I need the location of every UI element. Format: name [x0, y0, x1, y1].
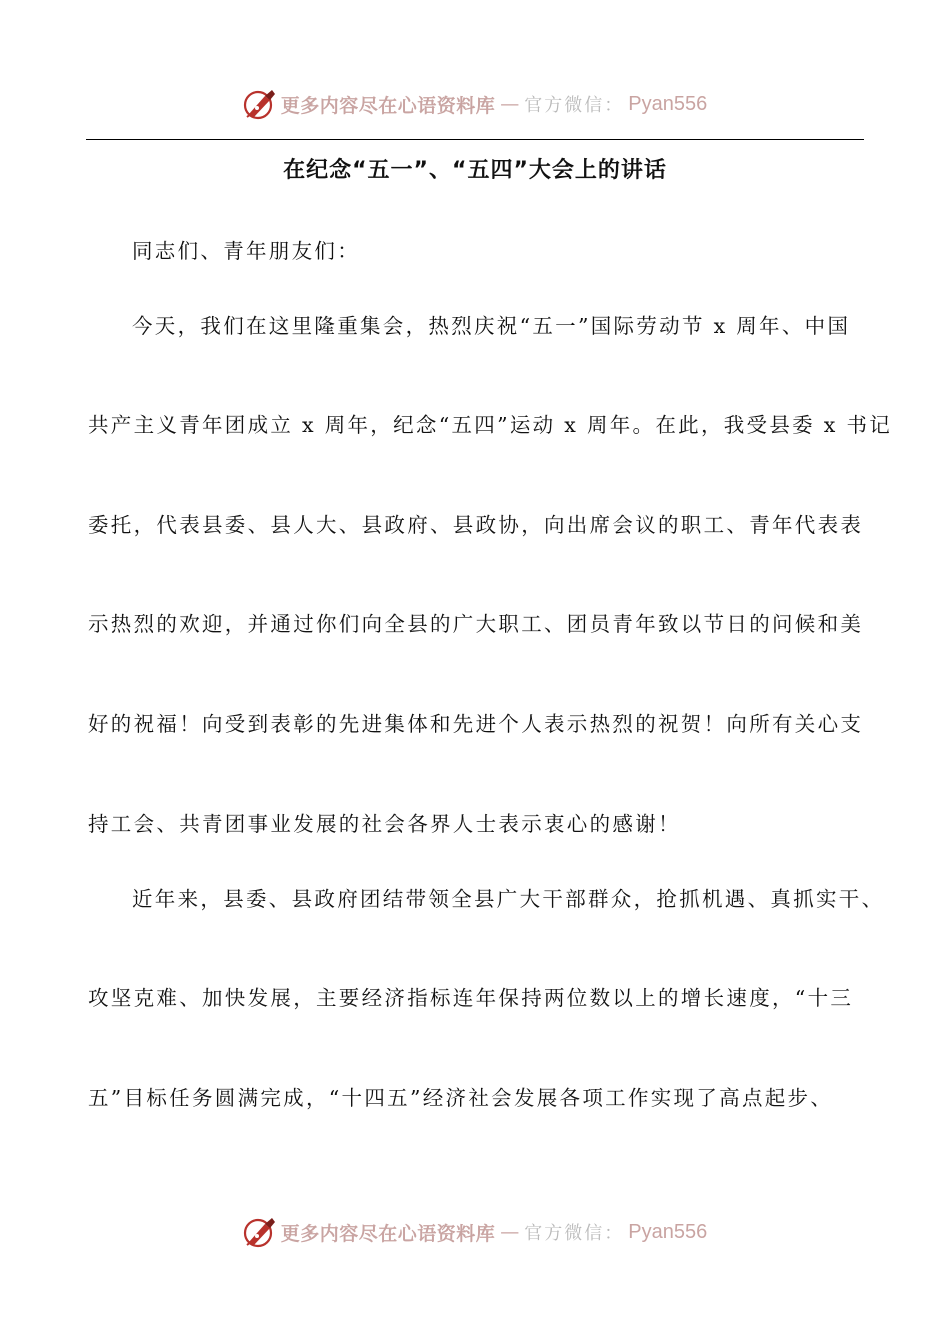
body-line: 今天，我们在这里隆重集会，热烈庆祝“五一”国际劳动节 x 周年、中国 [132, 314, 851, 338]
pen-nib-logo-icon [243, 87, 277, 121]
page-footer [0, 1212, 950, 1252]
body-line: 委托，代表县委、县人大、县政府、县政协，向出席会议的职工、青年代表表 [88, 513, 864, 537]
body-line: 好的祝福！向受到表彰的先进集体和先进个人表示热烈的祝贺！向所有关心支 [88, 712, 864, 736]
body-line: 攻坚克难、加快发展，主要经济指标连年保持两位数以上的增长速度，“十三 [88, 986, 854, 1010]
header-banner [243, 87, 707, 121]
header-official-label: 官方微信： [524, 95, 625, 116]
body-line: 同志们、青年朋友们： [132, 239, 360, 263]
header-banner-text: 更多内容尽在心语资料库 [280, 94, 496, 117]
header-divider [86, 139, 864, 140]
pen-nib-logo-icon [243, 1215, 277, 1249]
body-line: 五”目标任务圆满完成，“十四五”经济社会发展各项工作实现了高点起步、 [88, 1086, 834, 1110]
footer-banner [243, 1215, 707, 1249]
footer-separator: — [500, 1221, 520, 1243]
header-separator: — [500, 93, 520, 115]
page-header [0, 84, 950, 124]
footer-wechat-id: Pyan556 [628, 1220, 708, 1243]
body-line: 示热烈的欢迎，并通过你们向全县的广大职工、团员青年致以节日的问候和美 [88, 612, 864, 636]
footer-banner-text: 更多内容尽在心语资料库 [280, 1222, 496, 1245]
body-line: 近年来，县委、县政府团结带领全县广大干部群众，抢抓机遇、真抓实干、 [132, 887, 885, 911]
header-wechat-id: Pyan556 [628, 92, 708, 115]
footer-official-label: 官方微信： [524, 1223, 625, 1244]
document-title: 在纪念“五一”、“五四”大会上的讲话 [283, 158, 667, 183]
body-line: 共产主义青年团成立 x 周年，纪念“五四”运动 x 周年。在此，我受县委 x 书记 [88, 413, 893, 437]
body-line: 持工会、共青团事业发展的社会各界人士表示衷心的感谢！ [88, 812, 681, 836]
